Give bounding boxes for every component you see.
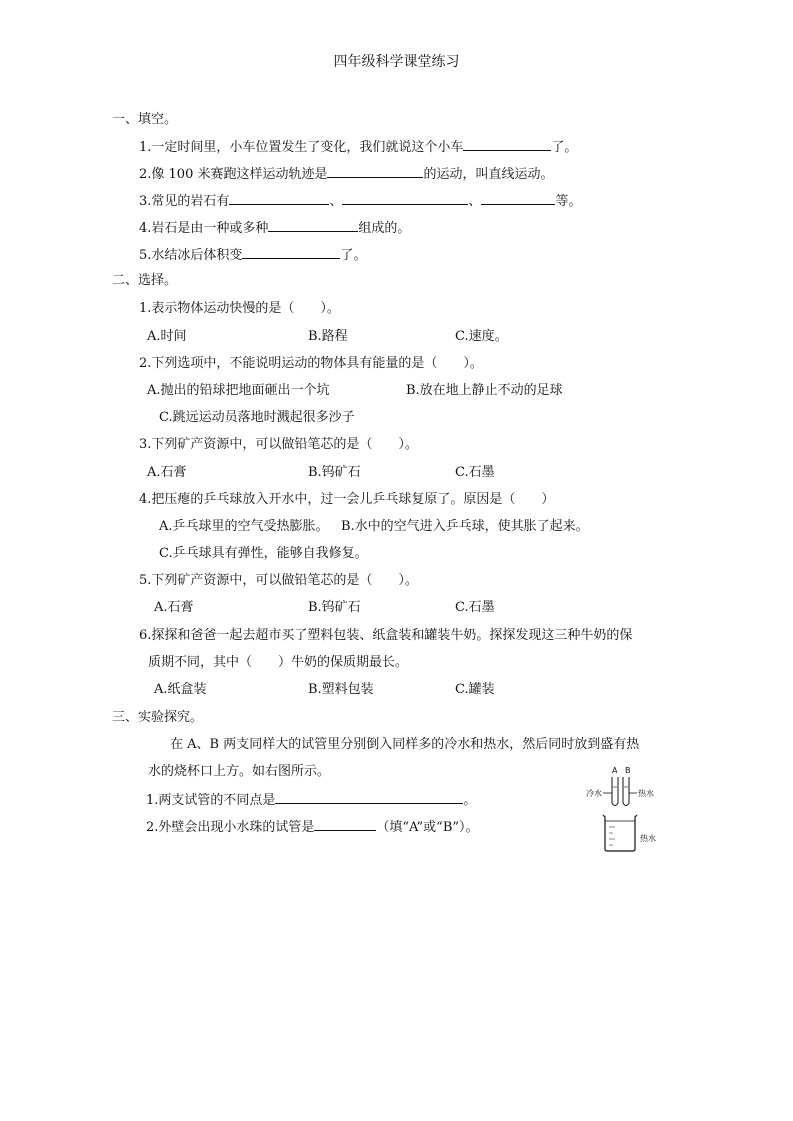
- label-b: B: [625, 766, 631, 775]
- answer-blank[interactable]: [314, 817, 376, 831]
- question-text: 等。: [555, 194, 582, 209]
- choice-question-6-line-2: 质期不同，其中（ ）牛奶的保质期最长。: [148, 655, 409, 670]
- option-b[interactable]: B.水中的空气进入乒乓球，使其胀了起来。: [341, 519, 589, 534]
- test-tube-beaker-diagram: [585, 765, 665, 855]
- question-text: 1.一定时间里，小车位置发生了变化，我们就说这个小车: [139, 140, 464, 155]
- experiment-question-2: [146, 817, 479, 837]
- question-text: 的运动，叫直线运动。: [423, 167, 554, 182]
- experiment-question-1: [146, 790, 476, 810]
- choice-question-4: 4.把压瘪的乒乓球放入开水中，过一会儿乒乓球复原了。原因是（ ）: [139, 492, 555, 507]
- question-text: 1.两支试管的不同点是: [146, 793, 276, 808]
- option-a[interactable]: A.时间: [147, 329, 187, 344]
- question-text: 4.岩石是由一种或多种: [139, 221, 269, 236]
- option-a[interactable]: A.乒乓球里的空气受热膨胀。: [159, 519, 329, 534]
- choice-question-6-line-1: 6.探探和爸爸一起去超市买了塑料包装、纸盒装和罐装牛奶。探探发现这三种牛奶的保: [139, 628, 633, 643]
- section-heading-experiment: 三、实验探究。: [112, 710, 204, 725]
- fill-question-1: [139, 137, 577, 157]
- test-tube-a: [612, 777, 618, 806]
- test-tube-b: [623, 777, 629, 806]
- option-c[interactable]: C.速度。: [455, 329, 508, 344]
- option-c[interactable]: C.跳远运动员落地时溅起很多沙子: [159, 410, 355, 425]
- experiment-intro-line-2: 水的烧杯口上方。如右图所示。: [148, 764, 331, 779]
- label-cold-water: 冷水: [586, 789, 602, 798]
- choice-question-5: 5.下列矿产资源中，可以做铅笔芯的是（ ）。: [139, 573, 418, 588]
- separator: 、: [329, 194, 343, 209]
- option-b[interactable]: B.塑料包装: [308, 682, 374, 697]
- label-hot-water-beaker: 热水: [640, 834, 656, 843]
- option-b[interactable]: B.放在地上静止不动的足球: [406, 383, 563, 398]
- answer-blank[interactable]: [229, 191, 329, 205]
- answer-blank[interactable]: [242, 245, 340, 259]
- experiment-intro-line-1: 在 A、B 两支同样大的试管里分别倒入同样多的冷水和热水，然后同时放到盛有热: [170, 737, 640, 752]
- option-c[interactable]: C.乒乓球具有弹性，能够自我修复。: [159, 546, 368, 561]
- option-b[interactable]: B.路程: [308, 329, 348, 344]
- answer-blank[interactable]: [463, 137, 551, 151]
- question-text: 5.水结冰后体积变: [139, 248, 243, 263]
- question-text: 了。: [340, 248, 367, 263]
- question-text: （填“A”或“B”）。: [376, 820, 479, 835]
- separator: 、: [468, 194, 482, 209]
- question-text: 2.像 100 米赛跑这样运动轨迹是: [139, 167, 328, 182]
- choice-question-3: 3.下列矿产资源中，可以做铅笔芯的是（ ）。: [139, 437, 418, 452]
- question-text: 。: [463, 793, 477, 808]
- option-a[interactable]: A.纸盒装: [154, 682, 207, 697]
- label-a: A: [612, 766, 618, 775]
- page-title: 四年级科学课堂练习: [333, 54, 460, 70]
- answer-blank[interactable]: [275, 790, 463, 804]
- option-c[interactable]: C.罐装: [455, 682, 495, 697]
- answer-blank[interactable]: [481, 191, 555, 205]
- option-c[interactable]: C.石墨: [455, 465, 495, 480]
- beaker: [603, 815, 637, 851]
- fill-question-2: [139, 164, 554, 184]
- choice-question-1: 1.表示物体运动快慢的是（ ）。: [139, 301, 340, 316]
- option-a[interactable]: A.抛出的铅球把地面砸出一个坑: [147, 383, 330, 398]
- option-b[interactable]: B.钨矿石: [308, 600, 361, 615]
- question-text: 2.外壁会出现小水珠的试管是: [146, 820, 315, 835]
- question-text: 3.常见的岩石有: [139, 194, 230, 209]
- fill-question-3: [139, 191, 581, 211]
- section-heading-choice: 二、选择。: [112, 273, 178, 288]
- question-text: 组成的。: [358, 221, 411, 236]
- fill-question-5: [139, 245, 366, 265]
- option-b[interactable]: B.钨矿石: [308, 465, 361, 480]
- section-heading-fill: 一、填空。: [112, 112, 178, 127]
- answer-blank[interactable]: [342, 191, 468, 205]
- answer-blank[interactable]: [327, 164, 423, 178]
- option-a[interactable]: A.石膏: [154, 600, 194, 615]
- option-c[interactable]: C.石墨: [455, 600, 495, 615]
- question-text: 了。: [551, 140, 578, 155]
- label-hot-water-tube: 热水: [638, 789, 654, 798]
- option-a[interactable]: A.石膏: [147, 465, 187, 480]
- choice-question-2: 2.下列选项中，不能说明运动的物体具有能量的是（ ）。: [139, 356, 483, 371]
- answer-blank[interactable]: [268, 218, 358, 232]
- fill-question-4: [139, 218, 410, 238]
